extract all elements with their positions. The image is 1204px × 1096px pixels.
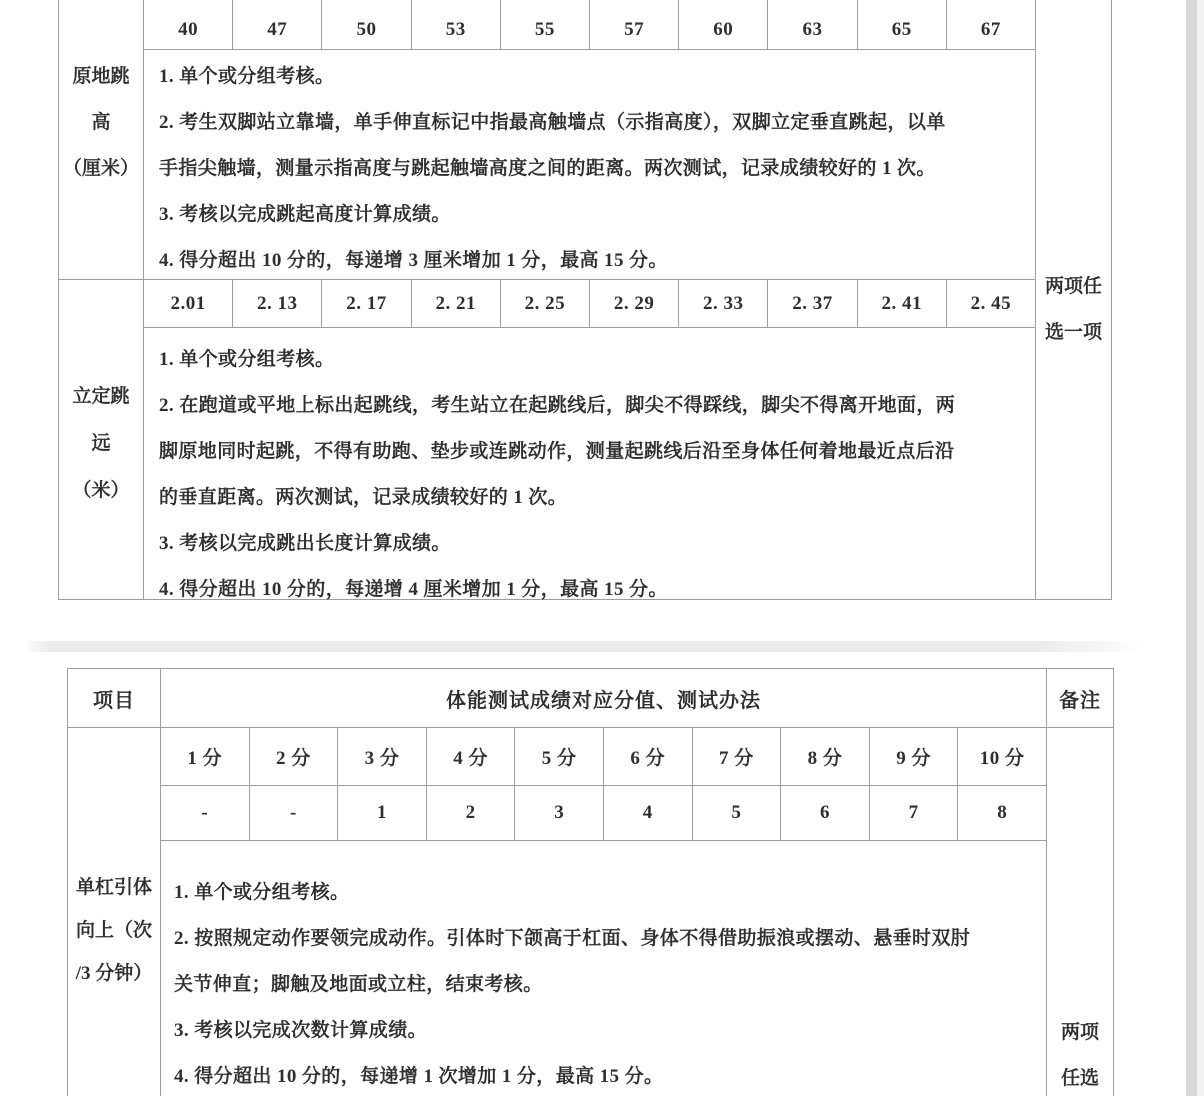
column-header-project: 项目 (68, 669, 161, 728)
notes-line: 2. 按照规定动作要领完成动作。引体时下颌高于杠面、身体不得借助振浪或摆动、悬垂时双肘 (174, 928, 971, 949)
notes-line: 2. 在跑道或平地上标出起跳线，考生站立在起跳线后，脚尖不得踩线，脚尖不得离开地面，两 (159, 395, 956, 416)
notes-line: 的垂直距离。两次测试，记录成绩较好的 1 次。 (159, 487, 568, 508)
score-cell: 65 (858, 0, 947, 50)
notes-line: 4. 得分超出 10 分的，每递增 3 厘米增加 1 分，最高 15 分。 (159, 250, 668, 271)
reps-value-cell: 2 (427, 786, 516, 841)
score-cell: 2. 33 (679, 280, 768, 328)
score-cell: 2. 37 (768, 280, 857, 328)
row-label-standing-high-jump: 原地跳 高 （厘米） (59, 0, 144, 280)
scrollbar-track[interactable] (1197, 0, 1204, 1096)
score-cell: 2.01 (144, 280, 233, 328)
notes-line: 手指尖触墙，测量示指高度与跳起触墙高度之间的距离。两次测试，记录成绩较好的 1 次。 (159, 158, 936, 179)
column-header-main: 体能测试成绩对应分值、测试办法 (161, 669, 1047, 728)
remark-line: 任选 (1060, 1068, 1099, 1089)
row-label-pull-up: 单杠引体 向上（次 /3 分钟） (68, 728, 161, 1096)
page-break-separator (28, 641, 1150, 652)
score-cell: 2. 25 (501, 280, 590, 328)
remark-choose-one-of-two (1036, 0, 1112, 600)
reps-value-cell: 4 (604, 786, 693, 841)
column-header-remark: 备注 (1047, 669, 1114, 728)
points-header-cell: 10 分 (958, 728, 1047, 786)
score-cell: 50 (322, 0, 411, 50)
score-cell: 40 (144, 0, 233, 50)
notes-line: 关节伸直；脚触及地面或立柱，结束考核。 (174, 974, 543, 995)
notes-pull-up (161, 841, 1047, 1096)
reps-value-cell: 5 (693, 786, 782, 841)
score-cell: 63 (768, 0, 857, 50)
reps-value-cell: 7 (870, 786, 959, 841)
notes-line: 3. 考核以完成跳出长度计算成绩。 (159, 533, 451, 554)
score-cell: 2. 45 (947, 280, 1036, 328)
points-header-cell: 2 分 (250, 728, 339, 786)
points-header-cell: 8 分 (781, 728, 870, 786)
reps-value-cell: 3 (515, 786, 604, 841)
points-header-cell: 6 分 (604, 728, 693, 786)
points-header-cell: 1 分 (161, 728, 250, 786)
points-header-cell: 9 分 (870, 728, 959, 786)
canvas-edge-strip (1186, 0, 1197, 1096)
score-cell: 57 (590, 0, 679, 50)
points-header-cell: 7 分 (693, 728, 782, 786)
reps-value-cell: 1 (338, 786, 427, 841)
remark-line: 两项 (1060, 1022, 1099, 1043)
notes-standing-high-jump (144, 50, 1036, 280)
reps-value-cell: 8 (958, 786, 1047, 841)
notes-line: 脚原地同时起跳，不得有助跑、垫步或连跳动作，测量起跳线后沿至身体任何着地最近点后沿 (159, 441, 955, 462)
score-cell: 67 (947, 0, 1036, 50)
reps-value-cell: - (250, 786, 339, 841)
score-cell: 2. 13 (233, 280, 322, 328)
points-header-cell: 4 分 (427, 728, 516, 786)
remark-line: 两项任 (1044, 276, 1102, 297)
reps-value-cell: - (161, 786, 250, 841)
notes-line: 2. 考生双脚站立靠墙，单手伸直标记中指最高触墙点（示指高度），双脚立定垂直跳起，以单 (159, 112, 946, 133)
remark-choose-one-of-two (1047, 728, 1114, 1096)
notes-line: 1. 单个或分组考核。 (174, 882, 350, 903)
score-cell: 2. 29 (590, 280, 679, 328)
fitness-table-jump (58, 0, 1112, 600)
points-header-cell: 3 分 (338, 728, 427, 786)
score-cell: 60 (679, 0, 768, 50)
notes-line: 4. 得分超出 10 分的，每递增 4 厘米增加 1 分，最高 15 分。 (159, 579, 668, 600)
notes-standing-long-jump (144, 328, 1036, 600)
score-cell: 47 (233, 0, 322, 50)
score-cell: 2. 17 (322, 280, 411, 328)
score-cell: 2. 21 (412, 280, 501, 328)
notes-line: 4. 得分超出 10 分的，每递增 1 次增加 1 分，最高 15 分。 (174, 1066, 664, 1087)
reps-value-cell: 6 (781, 786, 870, 841)
fitness-table-pullup (67, 668, 1114, 1096)
notes-line: 3. 考核以完成跳起高度计算成绩。 (159, 204, 451, 225)
score-cell: 2. 41 (858, 280, 947, 328)
score-cell: 55 (501, 0, 590, 50)
notes-line: 1. 单个或分组考核。 (159, 66, 335, 87)
row-label-standing-long-jump: 立定跳 远 （米） (59, 280, 144, 600)
notes-line: 1. 单个或分组考核。 (159, 349, 335, 370)
remark-line: 选一项 (1044, 322, 1102, 343)
notes-line: 3. 考核以完成次数计算成绩。 (174, 1020, 428, 1041)
score-cell: 53 (412, 0, 501, 50)
points-header-cell: 5 分 (515, 728, 604, 786)
